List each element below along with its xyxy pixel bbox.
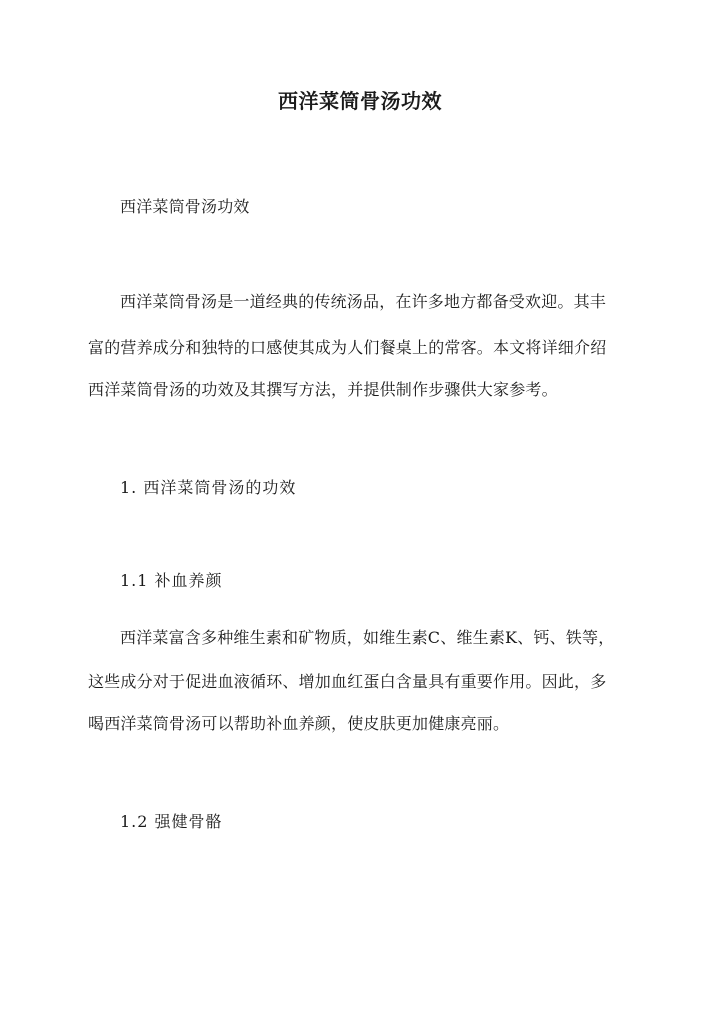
intro-paragraph-line-2: 富的营养成分和独特的口感使其成为人们餐桌上的常客。本文将详细介绍 (88, 338, 607, 357)
document-subtitle: 西洋菜筒骨汤功效 (120, 197, 250, 216)
section-1-2-heading: 1.2 强健骨骼 (120, 812, 223, 831)
section-1-1-paragraph-line-3: 喝西洋菜筒骨汤可以帮助补血养颜，使皮肤更加健康亮丽。 (88, 714, 510, 733)
section-1-1-paragraph-line-1: 西洋菜富含多种维生素和矿物质，如维生素C、维生素K、钙、铁等， (120, 628, 615, 647)
page-title: 西洋菜筒骨汤功效 (278, 89, 442, 113)
intro-paragraph-line-3: 西洋菜筒骨汤的功效及其撰写方法，并提供制作步骤供大家参考。 (88, 380, 558, 399)
section-1-1-paragraph-line-2: 这些成分对于促进血液循环、增加血红蛋白含量具有重要作用。因此，多 (88, 672, 607, 691)
section-1-heading: 1. 西洋菜筒骨汤的功效 (120, 478, 297, 497)
section-1-1-heading: 1.1 补血养颜 (120, 571, 223, 590)
intro-paragraph-line-1: 西洋菜筒骨汤是一道经典的传统汤品，在许多地方都备受欢迎。其丰 (120, 292, 607, 311)
